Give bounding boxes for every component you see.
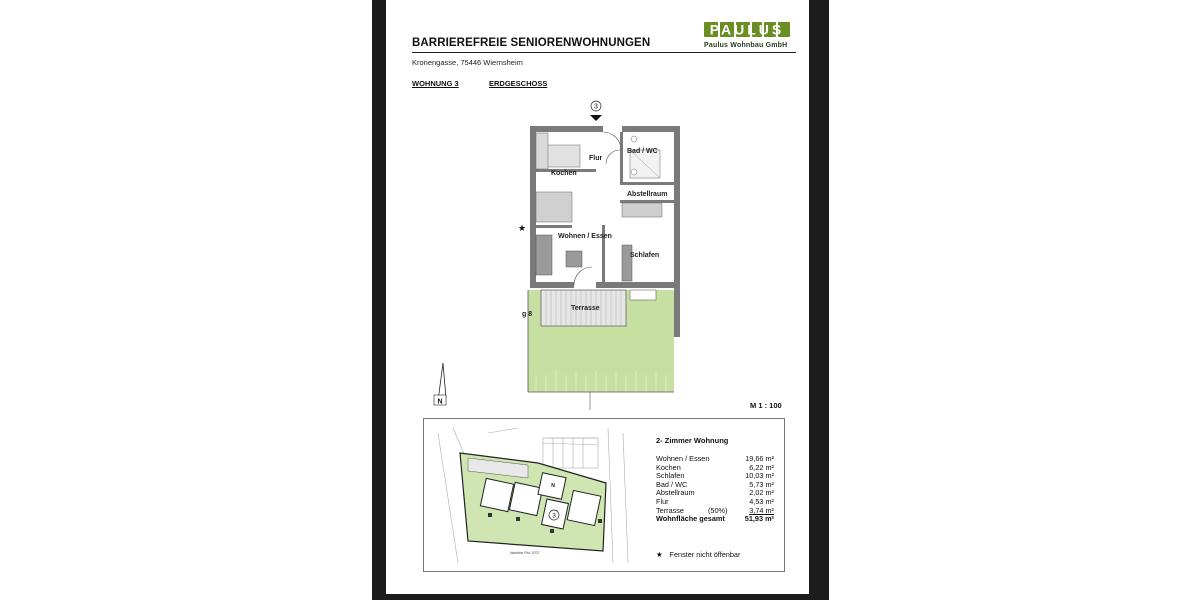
- area-summary-title: 2- Zimmer Wohnung: [656, 436, 729, 445]
- area-row: Wohnen / Essen 19,66 m²: [656, 454, 774, 463]
- north-arrow-icon: [434, 363, 446, 406]
- room-label-kochen: Kochen: [551, 170, 577, 177]
- area-row: Schlafen 10,03 m²: [656, 471, 774, 481]
- viewer-frame-bottom: [372, 594, 829, 600]
- project-address: Kronengasse, 75446 Wiernsheim: [412, 58, 523, 67]
- dining-table: [536, 192, 572, 222]
- kitchen-counter: [546, 145, 580, 167]
- site-building-2: [509, 482, 542, 515]
- logo-subtitle: Paulus Wohnbau GmbH: [704, 42, 788, 49]
- area-row: Kochen 6,22 m²: [656, 462, 774, 472]
- floor-label: ERDGESCHOSS: [489, 79, 548, 88]
- area-row: Terrasse (50%) 3,74 m²: [656, 505, 774, 515]
- sofa: [536, 235, 552, 275]
- coffee-table: [566, 251, 582, 267]
- area-row: Abstellraum 2,02 m²: [656, 488, 774, 498]
- area-row: Flur 4,53 m²: [656, 496, 774, 506]
- viewer-frame-right: [809, 0, 829, 600]
- room-label-schlafen: Schlafen: [630, 252, 660, 259]
- plan-side-label: g 8: [522, 311, 533, 318]
- area-row: Bad / WC 5,73 m²: [656, 479, 774, 489]
- site-building-5: [567, 490, 601, 525]
- document-title: BARRIEREFREIE SENIORENWOHNUNGEN: [412, 37, 651, 49]
- star-icon: ★: [656, 550, 663, 559]
- entry-arrow-icon: [590, 115, 602, 121]
- svg-text:3: 3: [594, 103, 598, 111]
- floor-plan: [386, 95, 809, 415]
- site-building-1: [480, 478, 513, 511]
- plan-scale: M 1 : 100: [750, 401, 782, 410]
- area-total-row: Wohnfläche gesamt 51,93 m²: [656, 514, 774, 524]
- unit-label: WOHNUNG 3: [412, 79, 459, 88]
- site-north-label: N: [551, 483, 555, 489]
- window-star-icon: ★: [518, 224, 527, 234]
- svg-text:3: 3: [552, 512, 556, 520]
- title-rule: [412, 52, 796, 53]
- site-caption: Nachbar Flst. 5707: [510, 551, 540, 555]
- room-label-terrasse: Terrasse: [571, 305, 600, 312]
- room-label-bad: Bad / WC: [627, 148, 658, 155]
- room-label-wohnen: Wohnen / Essen: [558, 233, 612, 240]
- viewer-frame-left: [372, 0, 386, 600]
- svg-text:N: N: [437, 398, 443, 406]
- site-plan: [428, 423, 648, 567]
- bed: [622, 203, 662, 217]
- logo-wordmark: PAULUS: [709, 21, 785, 38]
- room-label-abstellraum: Abstellraum: [627, 191, 668, 198]
- washbasin: [631, 136, 637, 142]
- wardrobe: [622, 245, 632, 281]
- room-label-flur: Flur: [589, 155, 603, 162]
- area-summary-table: [656, 454, 774, 523]
- toilet: [631, 169, 637, 175]
- info-panel: [423, 418, 785, 572]
- planter: [630, 290, 656, 300]
- window-footnote: ★ Fenster nicht öffenbar: [656, 550, 741, 559]
